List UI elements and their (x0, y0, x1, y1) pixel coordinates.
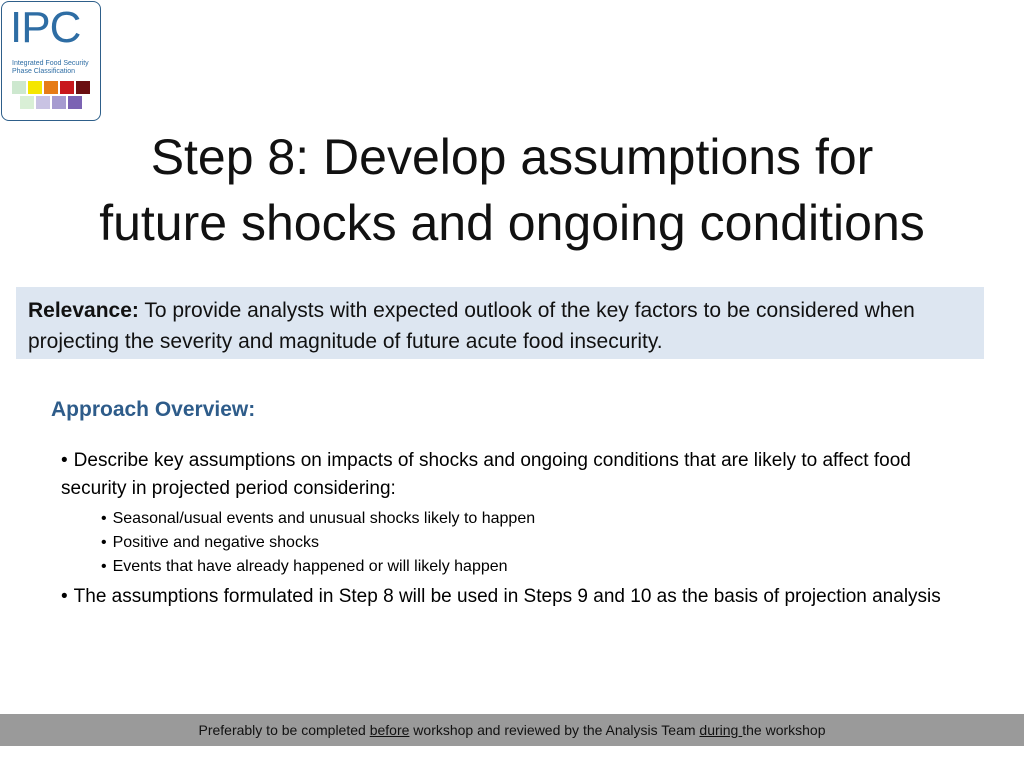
title-line-1: Step 8: Develop assumptions for (150, 129, 874, 185)
logo-phase-square (28, 81, 42, 94)
sub-bullet-list (61, 507, 941, 579)
bullet-item (61, 447, 941, 503)
logo-phase-square (12, 81, 26, 94)
sub-bullet-item: • Positive and negative shocks (101, 534, 319, 551)
relevance-label: Relevance: (28, 299, 139, 322)
footer-before: before (369, 722, 410, 738)
logo-color-squares (12, 81, 90, 111)
sub-bullet-item: • Seasonal/usual events and unusual shocks likely to happen (101, 510, 536, 527)
sub-bullet-text: Events that have already happened or will likely happen (112, 558, 508, 575)
approach-bullets (61, 447, 941, 611)
logo-wordmark: IPC (10, 3, 81, 52)
logo-phase-square (68, 96, 82, 109)
logo-phase-square (60, 81, 74, 94)
logo-phase-square (52, 96, 66, 109)
title-line-2: future shocks and ongoing conditions (99, 195, 925, 251)
footer-during: during (699, 722, 743, 738)
logo-phase-square (44, 81, 58, 94)
bullet-dot: • (61, 586, 68, 607)
ipc-logo (1, 1, 101, 121)
relevance-box (16, 287, 984, 359)
sub-bullet-text: Seasonal/usual events and unusual shocks likely to happen (112, 510, 536, 527)
bullet-item (61, 583, 941, 611)
approach-heading: Approach Overview: (51, 398, 256, 421)
relevance-text: To provide analysts with expected outlook of the key factors to be considered when projecting the severity and magnitude of future acute food insecurity. (28, 299, 915, 353)
bullet-text: The assumptions formulated in Step 8 will be used in Steps 9 and 10 as the basis of projection analysis (73, 586, 941, 607)
logo-phase-square (36, 96, 50, 109)
logo-phase-square (20, 96, 34, 109)
logo-phase-square (76, 81, 90, 94)
logo-subtitle: Integrated Food Security Phase Classification (12, 60, 89, 75)
sub-bullet-text: Positive and negative shocks (112, 534, 319, 551)
sub-bullet-item: • Events that have already happened or will likely happen (101, 558, 508, 575)
footer-banner: Preferably to be completed before workshop and reviewed by the Analysis Team during the workshop (0, 714, 1024, 746)
slide-title (0, 124, 1024, 256)
bullet-text: Describe key assumptions on impacts of shocks and ongoing conditions that are likely to affect food security in projected period considering: (61, 450, 911, 499)
bullet-dot: • (61, 450, 68, 471)
